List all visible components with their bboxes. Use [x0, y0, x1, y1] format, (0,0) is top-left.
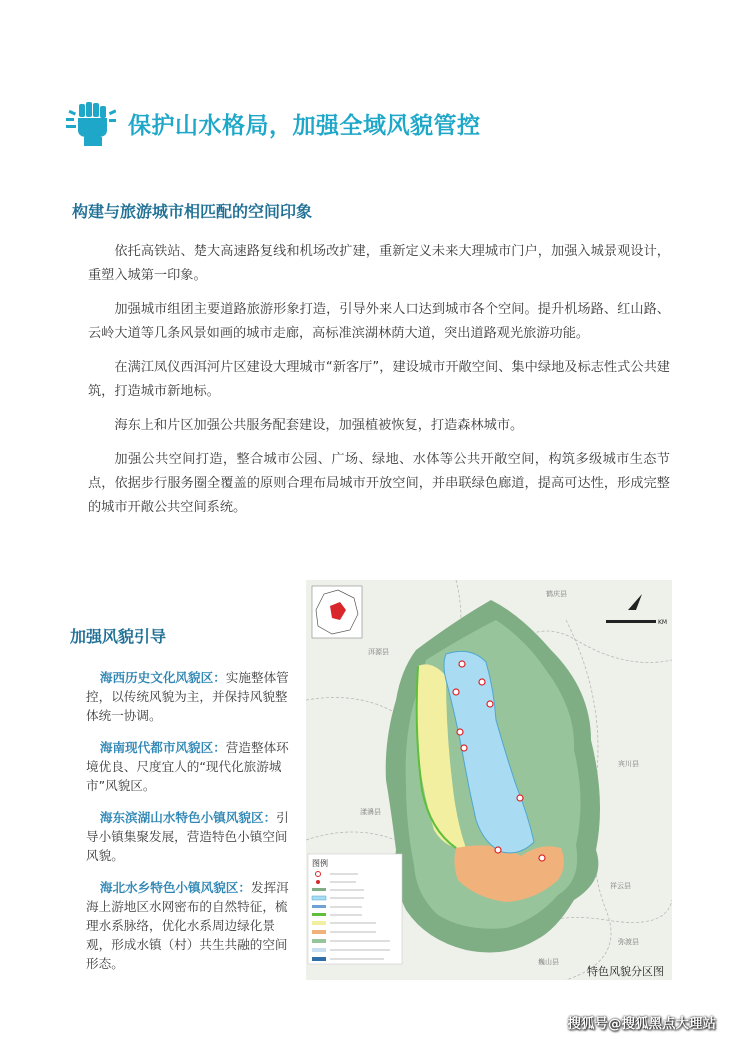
county-label: 宾川县	[618, 760, 639, 768]
county-label: 洱源县	[368, 648, 389, 656]
county-label: 巍山县	[538, 958, 559, 966]
raised-fist-icon	[66, 100, 116, 146]
section-title-impression: 构建与旅游城市相匹配的空间印象	[72, 202, 313, 221]
legend-swatch	[312, 957, 326, 961]
town-marker	[457, 729, 463, 735]
zone-name: 海北水乡特色小镇风貌区：	[99, 880, 251, 895]
map-svg	[306, 580, 672, 980]
legend-swatch	[312, 948, 326, 952]
zone-text: 发挥洱海上游地区水网密布的自然特征，梳理水系脉络，优化水系周边绿化景观，形成水镇（村）共生共融的空间形态。	[86, 880, 289, 971]
county-label: 弥渡县	[618, 938, 639, 946]
legend-swatch	[316, 880, 320, 884]
paragraph: 海东上和片区加强公共服务配套建设，加强植被恢复，打造森林城市。	[114, 418, 524, 433]
map-caption: 特色风貌分区图	[587, 965, 664, 978]
paragraph: 加强城市组团主要道路旅游形象打造，引导外来人口达到城市各个空间。提升机场路、红山路、云岭大道等几条风景如画的城市走廊，高标准滨湖林荫大道，突出道路观光旅游功能。	[88, 302, 670, 341]
intro-paragraphs	[88, 240, 670, 530]
county-label: 鹤庆县	[546, 590, 567, 598]
zone-item	[86, 878, 300, 973]
town-marker	[479, 679, 485, 685]
page-title: 保护山水格局，加强全域风貌管控	[128, 112, 481, 139]
zoning-map	[306, 580, 672, 980]
zone-name: 海西历史文化风貌区：	[99, 670, 226, 685]
legend-swatch	[312, 939, 326, 943]
town-marker	[487, 701, 493, 707]
town-marker	[453, 689, 459, 695]
zone-text: 引导小镇集聚发展，营造特色小镇空间风貌。	[86, 810, 289, 863]
zone-text: 实施整体管控，以传统风貌为主，并保持风貌整体统一协调。	[86, 670, 289, 723]
zone-item	[86, 668, 300, 725]
watermark: 搜狐号@搜狐黑点大理站	[567, 1016, 716, 1032]
legend-swatch	[312, 921, 326, 925]
zone-item	[86, 738, 300, 795]
county-label: 祥云县	[610, 882, 631, 890]
zone-list	[86, 668, 300, 986]
section-header	[66, 100, 481, 146]
town-marker	[495, 847, 501, 853]
paragraph: 依托高铁站、楚大高速路复线和机场改扩建，重新定义未来大理城市门户，加强入城景观设计，重塑入城第一印象。	[88, 244, 670, 283]
scale-bar	[606, 620, 656, 623]
zone-text: 营造整体环境优良、尺度宜人的“现代化旅游城市”风貌区。	[86, 740, 289, 793]
town-marker	[539, 855, 545, 861]
paragraph: 加强公共空间打造，整合城市公园、广场、绿地、水体等公共开敞空间，构筑多级城市生态节点，依据步行服务圈全覆盖的原则合理布局城市开放空间，并串联绿色廊道，提高可达性，形成完整的城市开敞公共空间系统。	[88, 452, 670, 515]
legend-swatch	[312, 905, 326, 908]
legend-title: 图例	[312, 859, 328, 868]
town-marker	[461, 745, 467, 751]
legend-swatch	[312, 896, 326, 900]
zone-name: 海南现代都市风貌区：	[99, 740, 226, 755]
zone-item	[86, 808, 300, 865]
legend-swatch	[316, 872, 321, 877]
map-legend	[308, 854, 402, 964]
scale-unit: KM	[658, 619, 668, 626]
town-marker	[517, 795, 523, 801]
legend-swatch	[312, 930, 326, 934]
county-label: 漾濞县	[360, 808, 381, 816]
legend-swatch	[312, 888, 326, 891]
section-title-guidance: 加强风貌引导	[70, 627, 167, 646]
paragraph: 在满江凤仪西洱河片区建设大理城市“新客厅”，建设城市开敞空间、集中绿地及标志性式公共建筑，打造城市新地标。	[88, 360, 670, 399]
town-marker	[459, 661, 465, 667]
legend-swatch	[312, 913, 326, 916]
zone-name: 海东滨湖山水特色小镇风貌区：	[99, 810, 277, 825]
